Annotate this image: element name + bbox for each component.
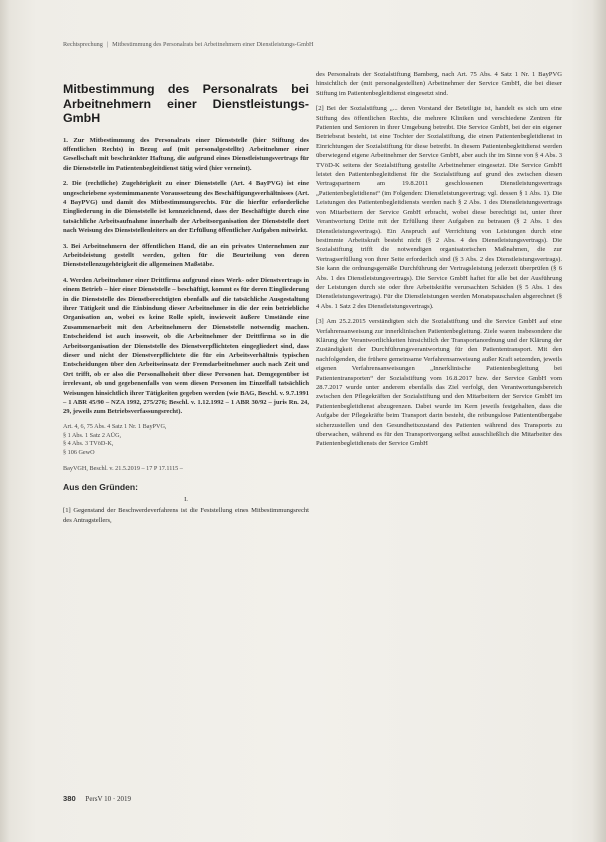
headnotes [63,136,309,417]
headnote-2: 2. Die (rechtliche) Zugehörigkeit zu einer Dienststelle (Art. 4 BayPVG) ist eine ungeschriebene systemimmanente Voraussetzung des Beschäftigungsverhältnisses (Art. 4 BayPVG) und damit des Mitbestimmungsrechts. Für die hierfür erforderliche Eingliederung in die Dienststelle ist kennzeichnend, dass der Beschäftigte durch eine tatsächliche Arbeitsaufnahme innerhalb der Arbeitsorganisation der Dienststelle dort nach Weisung des Dienststellenleiters an der Erfüllung öffentlicher Aufgaben mitwirkt. [63,180,309,235]
page-number: 380 [63,794,76,803]
norm-item: § 1 Abs. 1 Satz 2 AÜG, [63,431,122,439]
page-footer [63,794,131,803]
decision-citation: BayVGH, Beschl. v. 21.5.2019 – 17 P 17.1115 – [63,465,183,473]
reasons-heading: Aus den Gründen: [63,482,138,493]
paragraph: [3] Am 25.2.2015 verständigten sich die Sozialstiftung und die Service GmbH auf eine Verfahrensanweisung zur innerklinischen Patientenbegleitung. Ziele waren insbesondere die Klärung der Verantwortlichkeiten hinsichtlich der Transportanordnung und der Klärung der Zuständigkeit der Durchführungsverantwortung für den Patiententransport. Mit den nachfolgenden, die frühere gemeinsame Verfahrensanweisung außer Kraft setzenden, jeweils eigenen Verfahrensanweisungen „Innerklinische Patientenbegleitung bei Patiententransporten“ der Sozialstiftung vom 16.8.2017 bzw. der Service GmbH vom 28.7.2017 wurde unter anderem ebenfalls das Ziel verfolgt, den Verantwortungsbereich zwischen den Pflegekräften der Sozialstiftung und den Mitarbeitern der Service GmbH im Patientenbegleitdienst abzugrenzen. Dabei wurde im Kern jeweils festgehalten, dass die Aufgabe der Pflegekräfte beim Transport darin besteht, die reibungslose Patientenübergabe sicherzustellen und den Gesundheitszustand des Patienten während des Transports zu überwachen, während es für den Transportvorgang selbst ausschließlich die Mitarbeiter des Patientenbegleitdiensts der Service GmbH [316,318,562,448]
left-column [63,70,309,531]
page-shadow-left [0,0,10,842]
running-head-title: Mitbestimmung des Personalrats bei Arbeitnehmern einer Dienstleistungs-GmbH [112,41,314,48]
section-numeral: I. [184,495,188,503]
paragraph: [1] Gegenstand der Beschwerdeverfahrens ist die Feststellung eines Mitbestimmungsrecht des Antragstellers, [63,507,309,524]
headnote-3: 3. Bei Arbeitnehmern der öffentlichen Hand, die an ein privates Unternehmen zur Arbeitsleistung gestellt werden, gelten für die Beurteilung von deren Dienststellenzugehörigkeit die allgemeinen Maßstäbe. [63,242,309,269]
headnote-1: 1. Zur Mitbestimmung des Personalrats einer Dienststelle (hier Stiftung des öffentlichen Rechts) in Bezug auf (mit personalgestellte) Arbeitnehmer einer Gesellschaft mit beschränkter Haftung, die aufgrund eines Dienstleistungsvertrags für die Dienststelle im Patientenbegleitdienst tätig wird (hier verneint). [63,136,309,172]
headnote-4: 4. Werden Arbeitnehmer einer Drittfirma aufgrund eines Werk- oder Dienstvertrags in einem Betrieb – hier einer Dienststelle – beschäftigt, kommt es für deren Eingliederung in die Dienststelle des Dienstberechtigten ebenfalls auf die tatsächliche Ausgestaltung ihrer Tätigkeit und die Einbindung dieser Arbeitnehmer in die der rein betriebliche Organisation an, wobei es keine Rolle spielt, inwieweit äußere Umstände eine Zusammenarbeit mit den Arbeitnehmern der Dienststelle notwendig machen. Entscheidend ist auch insoweit, ob die Arbeitnehmer der Drittfirma so in die Arbeitsorganisation der Dienststelle des Dienstverpflichteten eingegliedert sind, dass dieser und nicht der Dienstverpflichtete die für ein Arbeitsverhältnis typischen Entscheidungen über den Arbeitseinsatz der Fremdarbeitnehmer auch nach Zeit und Ort trifft, ob er also die Personalhoheit über diese Personen hat. Demgegenüber ist irrelevant, ob und gegebenenfalls von wem diesen Personen im Einzelfall tatsächlich Weisungen hinsichtlich ihrer Tätigkeiten gegeben werden (wie BAG, Beschl. v. 9.7.1991 – 1 ABR 45/90 – NZA 1992, 275/276; Beschl. v. 1.12.1992 – 1 ABR 30/92 – juris Rn. 24, 29, jeweils zum Betriebsverfassungsrecht). [63,276,309,416]
left-body [63,506,309,525]
paragraph: des Personalrats der Sozialstiftung Bamberg, nach Art. 75 Abs. 4 Satz 1 Nr. 1 BayPVG hinsichtlich der (mit personalgestellten) Arbeitnehmer der Service GmbH, die bei dieser Stiftung im Patientenbegleitdienst eingesetzt sind. [316,71,562,97]
right-body [316,70,562,449]
running-head [63,41,583,48]
norm-references [63,423,309,458]
running-head-separator: | [106,41,109,48]
article-title: Mitbestimmung des Personalrats bei Arbeitnehmern einer Dienstleistungs-GmbH [63,82,309,125]
norm-item: § 4 Abs. 3 TVöD-K, [63,440,114,448]
journal-issue: PersV 10 · 2019 [85,795,131,803]
norm-item: § 106 GewO [63,449,95,457]
running-head-section: Rechtsprechung [63,41,103,48]
right-column [316,70,562,455]
page-shadow-right [592,0,606,842]
norm-item: Art. 4, 6, 75 Abs. 4 Satz 1 Nr. 1 BayPVG, [63,422,167,430]
paragraph: [2] Bei der Sozialstiftung „... deren Vorstand der Beteiligte ist, handelt es sich um eine Stiftung des öffentlichen Rechts, die mehrere Kliniken und verschiedene Zentren für Patienten und Senioren in ihrer Umgebung betreibt. Die Service GmbH, bei der ein eigener Betriebsrat besteht, ist eine Tochter der Sozialstiftung, die einen Patientenbegleitdienst in Einrichtungen der Sozialstiftung für diese betreibt. In diesem Patientenbegleitdienst werden überwiegend eigene Arbeitnehmer der Service GmbH, aber auch ihr im Sinne von § 4 Abs. 3 TVöD-K seitens der Sozialstiftung gestellte Arbeitnehmer eingesetzt. Die Service GmbH leistet den Patientenbegleitdienst für die Sozialstiftung auf grund des zwischen diesen Vertragspartnern am 19.8.2011 geschlossenen Dienstleistungsvertrags „Patientenbegleitdienst“ (im Folgenden: Dienstleistungsvertrag; vgl. dessen § 1 Abs. 1). Die Leistungen des Patientenbegleitdiensts werden nach § 2 Abs. 1 des Dienstleistungsvertrags von Mitarbeitern der Service GmbH erbracht, wobei diese berechtigt ist, unter ihrer Verantwortung Dritte mit der Erfüllung ihrer Aufgaben zu betrauen (§ 2 Abs. 1 des Dienstleistungsvertrags). Ein Anspruch auf Verrichtung von Leistungen durch eine bestimmte Arbeitskraft besteht nicht (§ 2 Abs. 4 des Dienstleistungsvertrags). Die Sozialstiftung trifft die notwendigen organisatorischen Maßnahmen, die zur Vertragserfüllung von ihrer Seite erforderlich sind (§ 3 Abs. 2 des Dienstleistungsvertrags). Sie kann die ordnungsgemäße Durchführung der Vertragsleistung jederzeit überprüfen (§ 6 Abs. 1 des Dienstleistungsvertrags). Die Service GmbH haftet für alle bei der Ausführung der Leistungen durch sie oder ihre Arbeitskräfte verursachten Schäden (§ 5 Abs. 1 des Dienstleistungsvertrags). Für die Dienstleistungen werden Monatspauschalen abgerechnet (§ 4 Abs. 1 Satz 2 des Dienstleistungsvertrags). [316,105,562,310]
